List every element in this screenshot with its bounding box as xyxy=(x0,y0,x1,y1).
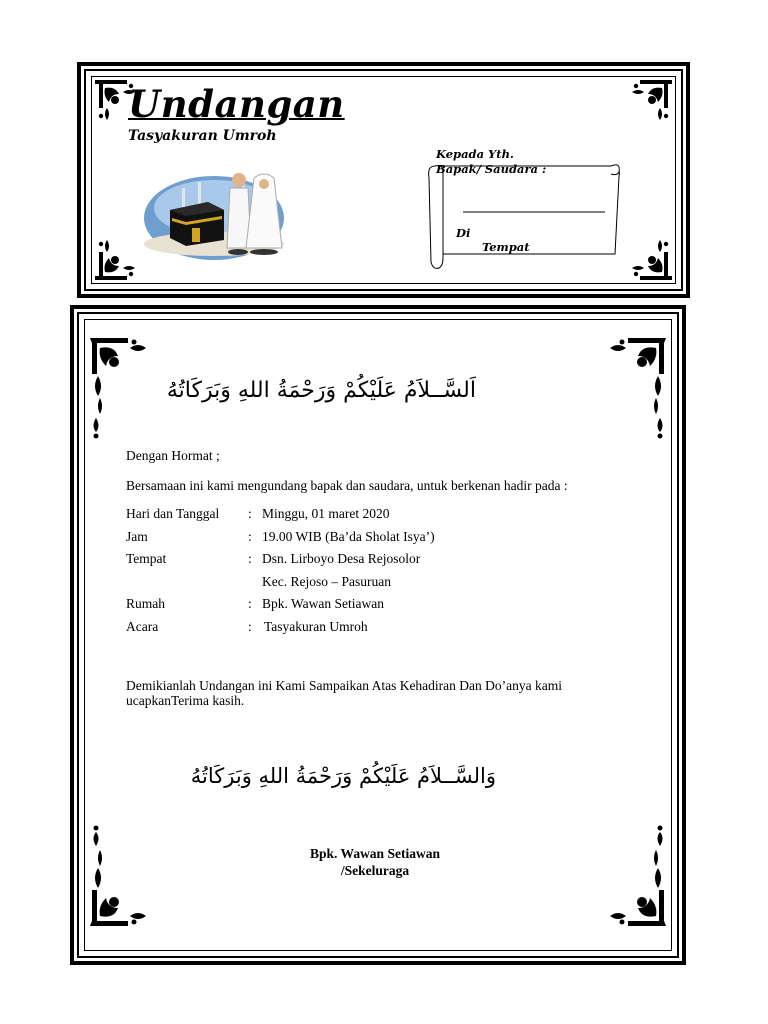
recipient-place xyxy=(456,226,530,254)
intro-text: Bersamaan ini kami mengundang bapak dan saudara, untuk berkenan hadir pada : xyxy=(126,478,568,493)
closing-line-2: ucapkanTerima kasih. xyxy=(126,693,245,708)
di-label: Di xyxy=(456,226,471,240)
closing-line-1: Demikianlah Undangan ini Kami Sampaikan Atas Kehadiran Dan Do’anya kami xyxy=(126,678,563,693)
colon: : xyxy=(248,551,252,566)
place-value-2: Kec. Rejoso – Pasuruan xyxy=(262,574,391,589)
closing-text xyxy=(126,678,562,708)
place-label: Tempat xyxy=(126,551,167,566)
colon: : xyxy=(248,619,252,634)
time-row xyxy=(126,529,435,545)
salam-opening-calligraphy: اَلسَّــلاَمُ عَلَيْكُمْ وَرَحْمَةُ اللهِ وَبَرَكَاتُهُ xyxy=(166,378,476,403)
date-row xyxy=(126,506,390,522)
invitation-subtitle: Tasyakuran Umroh xyxy=(128,128,277,144)
date-label: Hari dan Tanggal xyxy=(126,506,220,521)
place-row xyxy=(126,551,420,567)
tempat-label: Tempat xyxy=(482,240,530,254)
recipient-line-2: Bapak/ Saudara : xyxy=(436,162,547,176)
place-row-2 xyxy=(126,574,391,590)
greeting: Dengan Hormat ; xyxy=(126,448,220,463)
salam-closing-calligraphy: وَالسَّــلاَمُ عَلَيْكُمْ وَرَحْمَةُ اللهِ وَبَرَكَاتُهُ xyxy=(190,764,496,788)
kaaba-pilgrims-illustration xyxy=(142,168,297,260)
recipient-label xyxy=(436,147,546,177)
colon: : xyxy=(248,506,252,521)
event-row xyxy=(126,619,368,635)
event-value: Tasyakuran Umroh xyxy=(264,619,368,634)
house-value: Bpk. Wawan Setiawan xyxy=(262,596,385,611)
recipient-line-1: Kepada Yth. xyxy=(436,147,514,161)
date-value: Minggu, 01 maret 2020 xyxy=(262,506,390,521)
time-value: 19.00 WIB (Ba’da Sholat Isya’) xyxy=(262,529,435,544)
event-label: Acara xyxy=(126,619,159,634)
colon: : xyxy=(248,596,252,611)
house-row xyxy=(126,596,384,612)
colon: : xyxy=(248,529,252,544)
envelope-corner-ornaments xyxy=(0,0,768,300)
invitation-title: Undangan xyxy=(128,82,345,126)
sender-family: /Sekeluraga xyxy=(340,863,410,878)
sender-name: Bpk. Wawan Setiawan xyxy=(310,846,440,861)
time-label: Jam xyxy=(126,529,148,544)
place-value: Dsn. Lirboyo Desa Rejosolor xyxy=(262,551,421,566)
house-label: Rumah xyxy=(126,596,165,611)
